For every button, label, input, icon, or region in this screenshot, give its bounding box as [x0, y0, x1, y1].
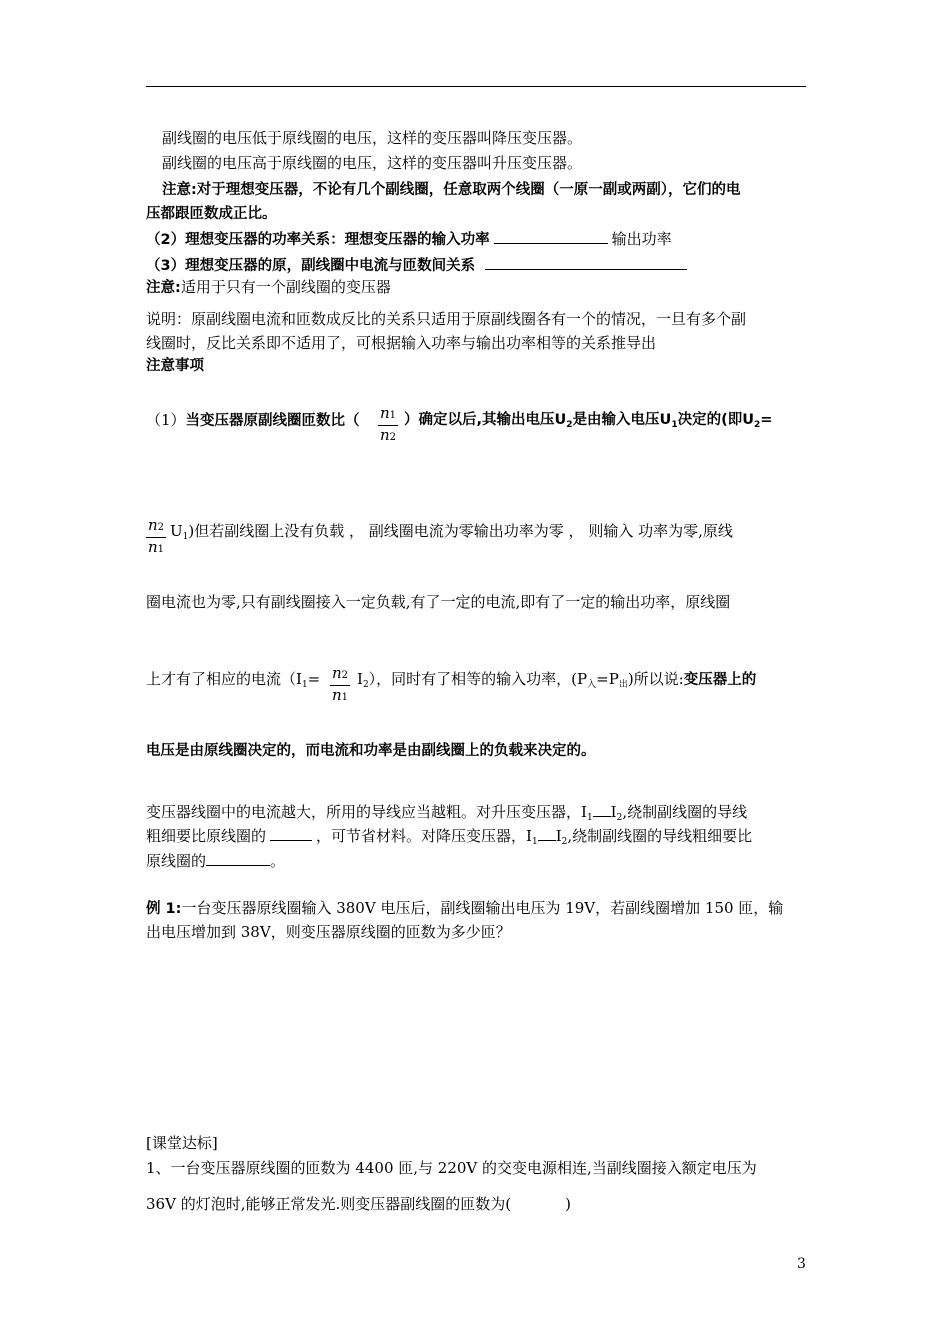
blank-compare-1	[593, 801, 611, 817]
example-line-b: 出电压增加到 38V，则变压器原线圈的匝数为多少匝？	[146, 923, 511, 941]
item1-text-b: ）确定以后,其输出电压$U_2$是由输入电压$U_1$决定的(即$U_2=$	[404, 412, 773, 430]
note2-line	[146, 277, 391, 298]
desc-line: 说明：原副线圈电流和匝数成反比的关系只适用于原副线圈各有一个的情况，一旦有多个副	[146, 310, 747, 328]
current-line-b: $I_2$），同时有了相等的输入功率，$(P_入=P_出)$所以说:变压器上的	[357, 670, 757, 690]
bold-conclusion: 电压是由原线圈决定的，而电流和功率是由副线圈上的负载来决定的。	[146, 743, 596, 759]
note2-text: 适用于只有一个副线圈的变压器	[180, 278, 391, 296]
text-line: 圈电流也为零,只有副线圈接入一定负载,有了一定的电流,即有了一定的输出功率，原线圈	[146, 593, 731, 611]
blank-compare-2	[538, 825, 556, 841]
u1-line: $U_1$)但若副线圈上没有负载 ， 副线圈电流为零输出功率为零 ， 则输入 功率为零,原线	[170, 522, 733, 542]
power-relation-text: （2）理想变压器的功率关系：理想变压器的输入功率	[146, 232, 490, 248]
fraction-n2-n1-current: $\frac{n2}{n1}$	[332, 664, 349, 704]
text-line: 副线圈的电压高于原线圈的电压，这样的变压器叫升压变压器。	[162, 154, 583, 172]
page-number: 3	[797, 1256, 806, 1272]
text-line: 副线圈的电压低于原线圈的电压，这样的变压器叫降压变压器。	[162, 129, 583, 147]
fraction-n1-n2: $\frac{n1}{n2}$	[380, 404, 397, 444]
header-rule	[146, 86, 806, 87]
blank-thickness-2	[206, 850, 270, 866]
note2-label: 注意:	[146, 280, 181, 296]
question-line-a: 1、一台变压器原线圈的匝数为 4400 匝,与 220V 的交变电源相连,当副线圈接入额定电压为	[146, 1159, 757, 1177]
note-line: 压都跟匝数成正比。	[146, 206, 277, 222]
wire-line-c: 原线圈的 。	[146, 852, 286, 870]
power-relation-line	[146, 228, 672, 250]
blank-thickness-1	[270, 825, 312, 841]
note-line: 注意:对于理想变压器，不论有几个副线圈，任意取两个线圈（一原一副或两副），它们的电	[162, 182, 741, 198]
power-relation-tail: 输出功率	[611, 230, 672, 248]
wire-line-a: 变压器线圈中的电流越大，所用的导线应当越粗。对升压变压器，$I_1$ $I_2$,绕制副线圈的导线	[146, 803, 748, 823]
class-heading: [课堂达标]	[146, 1134, 218, 1152]
blank-current-relation	[485, 254, 687, 270]
wire-line-b: 粗细要比原线圈的 ，可节省材料。对降压变压器，$I_1$ $I_2$,绕制副线圈的导线粗细要比	[146, 827, 753, 847]
desc-line: 线圈时，反比关系即不适用了，可根据输入功率与输出功率相等的关系推导出	[146, 334, 657, 352]
current-relation-text: （3）理想变压器的原，副线圈中电流与匝数间关系	[146, 258, 476, 274]
current-line-a: 上才有了相应的电流（$I_1=$	[146, 670, 321, 690]
item1-prefix: （1）	[146, 411, 186, 429]
example-label: 例 1:	[146, 901, 182, 917]
example-line-a: 例 1:一台变压器原线圈输入 380V 电压后，副线圈输出电压为 19V，若副线圈增加 150 匝，输	[146, 899, 784, 917]
blank-input-power	[494, 228, 608, 244]
item1-line	[146, 410, 360, 431]
question-line-b: 36V 的灯泡时,能够正常发光.则变压器副线圈的匝数为( )	[146, 1195, 571, 1213]
item1-text-a: 当变压器原副线圈匝数比（	[185, 413, 360, 429]
section-heading: 注意事项	[146, 358, 204, 374]
fraction-n2-n1: $\frac{n2}{n1}$	[148, 516, 165, 556]
current-relation-line	[146, 254, 687, 276]
